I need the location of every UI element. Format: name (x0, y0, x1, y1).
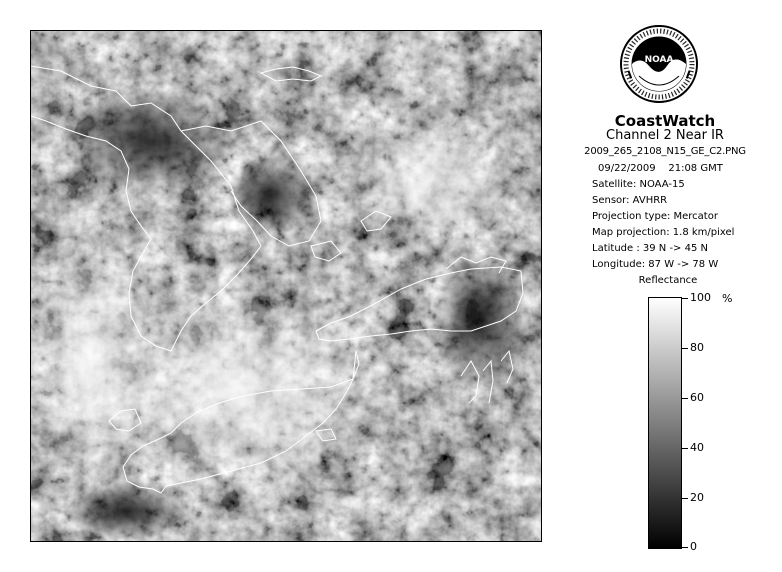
colorbar-title: Reflectance (638, 275, 698, 286)
bright-cloud-mass (341, 121, 521, 241)
satellite-label: Satellite: NOAA-15 (592, 179, 685, 190)
dark-clear-area (226, 156, 316, 236)
colorbar-tick-label: 0 (690, 540, 697, 553)
noaa-logo-text: NOAA (644, 55, 674, 65)
colorbar-tick-label: 100 (690, 291, 711, 304)
file-name: 2009_265_2108_N15_GE_C2.PNG (584, 146, 746, 157)
colorbar-tick (682, 547, 688, 548)
noaa-logo (619, 24, 699, 104)
colorbar-tick (682, 348, 688, 349)
colorbar-tick-label: 20 (690, 491, 704, 504)
latitude-range-label: Latitude : 39 N -> 45 N (592, 243, 708, 254)
colorbar-tick (682, 448, 688, 449)
satellite-scene (31, 31, 542, 542)
dark-clear-area (431, 251, 531, 391)
sensor-label: Sensor: AVHRR (592, 195, 668, 206)
reflectance-colorbar (648, 297, 682, 549)
satellite-image-map (30, 30, 542, 542)
map-projection-label: Map projection: 1.8 km/pixel (592, 227, 735, 238)
dark-clear-area (66, 481, 186, 541)
channel-label: Channel 2 Near IR (606, 128, 724, 143)
longitude-range-label: Longitude: 87 W -> 78 W (592, 259, 719, 270)
colorbar-tick-label: 80 (690, 341, 704, 354)
colorbar-tick (682, 498, 688, 499)
product-title: CoastWatch (614, 112, 716, 130)
colorbar-units: % (722, 292, 733, 305)
colorbar-tick (682, 298, 688, 299)
colorbar-tick-label: 60 (690, 391, 704, 404)
acquisition-datetime: 09/22/2009 21:08 GMT (598, 163, 723, 174)
colorbar-tick (682, 398, 688, 399)
colorbar-tick-label: 40 (690, 441, 704, 454)
projection-type-label: Projection type: Mercator (592, 211, 718, 222)
